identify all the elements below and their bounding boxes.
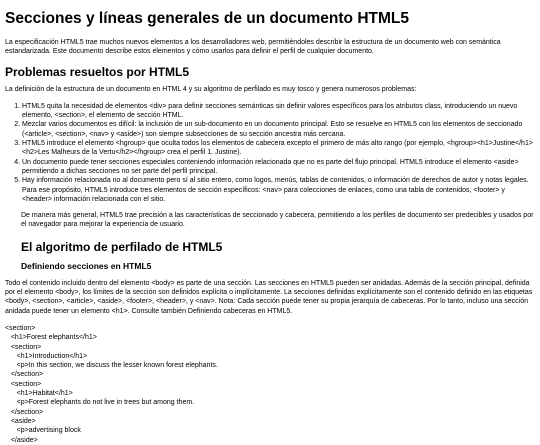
code-line: </section> <box>5 371 44 379</box>
code-line: <p>advertising block <box>5 427 81 435</box>
code-line: <p>In this section, we discuss the lesser known forest elephants. <box>5 362 218 370</box>
code-line: <aside> <box>5 417 36 425</box>
code-line: </aside> <box>5 436 38 444</box>
code-line: <section> <box>5 324 36 332</box>
list-item: 4. Un documento puede tener secciones especiales conteniendo información relacionada que no es parte del flujo principal. HTML5 introduce el elemento <aside> permitiendo a dichas secciones no ser parte del perfil principal. <box>22 158 535 177</box>
code-line: <section> <box>5 343 42 351</box>
code-line: <h1>Forest elephants</h1> <box>5 334 97 342</box>
code-line: <h1>Introduction</h1> <box>5 352 88 360</box>
section-heading-problems: Problemas resueltos por HTML5 <box>5 64 190 79</box>
problems-closing-paragraph: De manera más general, HTML5 trae precisión a las características de seccionado y cabecera, permitiendo a los perfiles de documento ser predecibles y usados por el navegador para mejorar la experiencia de usuario. <box>21 212 534 229</box>
section-heading-algorithm: El algoritmo de perfilado de HTML5 <box>21 239 223 254</box>
code-line: </section> <box>5 408 44 416</box>
problems-list <box>5 102 535 204</box>
defining-sections-paragraph: Todo el contenido incluido dentro del elemento <body> es parte de una sección. Las secciones en HTML5 pueden ser anidadas. Además de la sección principal, definida por el elemento <body>, los límites de la sección son definidos explícita o implícitamente. La secciones definidas explícitamente son el contenido definido en las etiquetas <body>, <section>, <article>, <aside>, <footer>, <header>, y <nav>. Nota: Cada sección puede tener su propia jerarquía de cabeceras. Por lo tanto, incluso una sección anidada puede tener un elemento <h1>. Consulte también Definiendo cabeceras en HTML5. <box>5 279 533 315</box>
page-title: Secciones y líneas generales de un documento HTML5 <box>5 10 409 27</box>
code-line: <section> <box>5 380 42 388</box>
list-item: 5. Hay información relacionada no al documento pero sí al sitio entero, como logos, menús, tablas de contenidos, o información de derechos de autor y notas legales. Para ese propósito, HTML5 introduce tres elementos de sección específicos: <nav> para colecciones de enlaces, como una tabla de contenidos, <footer> y <header> información relacionada con el sitio. <box>22 176 535 204</box>
subsection-heading-defining-sections: Definiendo secciones en HTML5 <box>21 260 152 271</box>
code-line: <p>Forest elephants do not live in trees but among them. <box>5 399 195 407</box>
code-example <box>5 324 535 445</box>
list-item: 3. HTML5 introduce el elemento <hgroup> que oculta todos los elementos de cabecera excepto el primero de más alto rango (por ejemplo, <hgroup><h1>Justine</h1><h2>Les Malheurs de la Vertu</h2></hgroup> crea el perfil 1. Justine). <box>22 139 535 158</box>
list-item: 2. Mezclar varios documentos es difícil: la inclusión de un sub-documento en un documento principal. Esto se resuelve en HTML5 con los elementos de seccionado (<article>, <section>, <nav> y <aside>) son siempre subsecciones de su sección ancestra más cercana. <box>22 120 535 139</box>
code-line: <h1>Habitat</h1> <box>5 390 73 398</box>
intro-paragraph: La especificación HTML5 trae muchos nuevos elementos a los desarrolladores web, permitiéndoles describir la estructura de un documento web con semántica estandarizada. Este documento describe estos elementos y cómo usarlos para definir el perfil de cualquier documento. <box>5 39 501 56</box>
indented-block <box>21 211 535 272</box>
problems-lead-paragraph: La definición de la estructura de un documento en HTML 4 y su algoritmo de perfilado es muy tosco y genera numerosos problemas: <box>5 85 417 93</box>
list-item: 1. HTML5 quita la necesidad de elementos <div> para definir secciones semánticas sin definir valores específicos para los atributos class, introduciendo un nuevo elemento, <section>, el elemento de sección HTML. <box>22 102 535 121</box>
